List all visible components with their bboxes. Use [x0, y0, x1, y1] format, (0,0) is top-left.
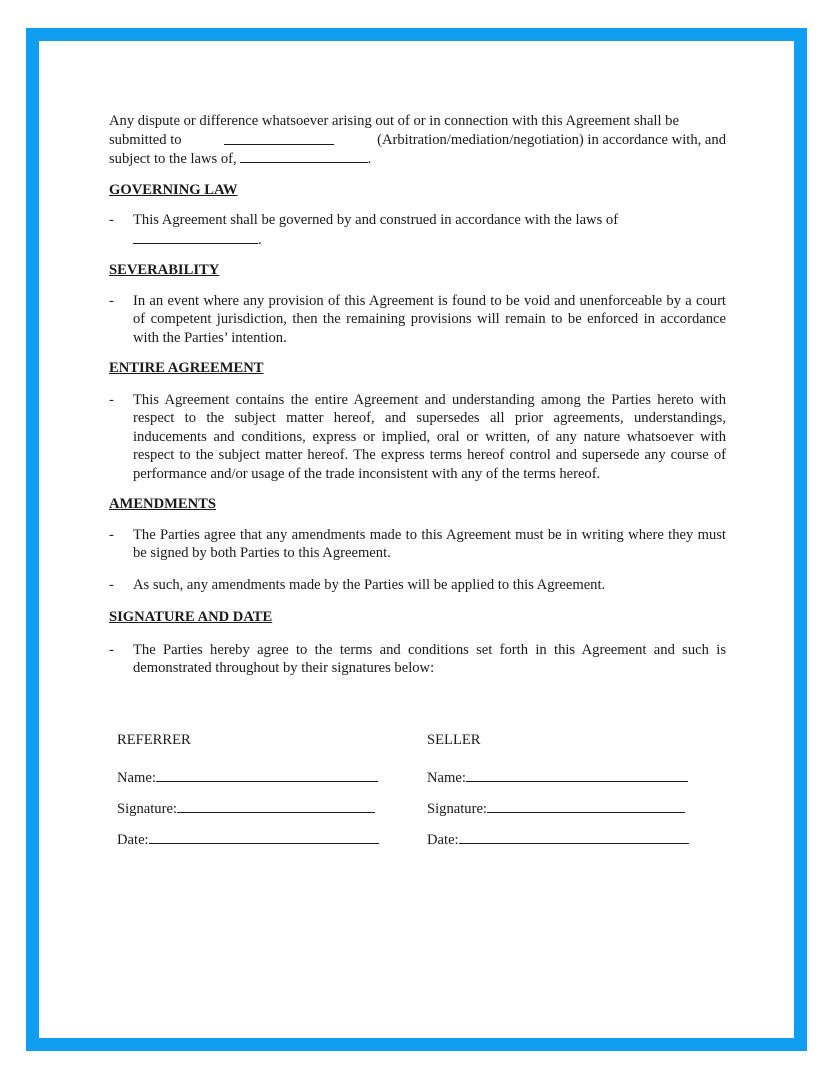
referrer-date-field[interactable]	[149, 830, 379, 844]
heading-amendments: AMENDMENTS	[109, 496, 217, 512]
referrer-date-label: Date:	[117, 832, 149, 848]
seller-signature-block	[427, 731, 689, 861]
severability-item	[109, 292, 726, 348]
heading-governing-law: GOVERNING LAW	[109, 181, 238, 198]
referrer-signature-field[interactable]	[177, 799, 375, 813]
governing-law-text: This Agreement shall be governed by and construed in accordance with the laws of	[133, 212, 619, 228]
dispute-paragraph	[109, 112, 726, 169]
bullet-dash: -	[109, 292, 114, 309]
dispute-blank-1	[224, 131, 334, 145]
entire-agreement-item	[109, 391, 726, 484]
referrer-signature-row	[117, 799, 379, 830]
entire-agreement-text: This Agreement contains the entire Agreement and understanding among the Parties hereto with respect to the subject matter hereof, and supersedes all prior agreements, understandings, inducements and conditions, express or implied, oral or written, of any nature whatsoever with respect to the subject matter hereof. The express terms hereof control and supersede any course of performance and/or usage of the trade inconsistent with any of the terms hereof.	[133, 391, 726, 482]
amendments-item-2	[109, 576, 726, 595]
dispute-line-3a: subject to the laws of,	[109, 151, 237, 167]
dispute-line-3-end: .	[367, 151, 372, 167]
seller-signature-label: Signature:	[427, 801, 487, 817]
seller-date-row	[427, 830, 689, 861]
referrer-name-field[interactable]	[156, 768, 378, 782]
severability-text: In an event where any provision of this Agreement is found to be void and unenforceable by a court of competent jurisdiction, then the remaining provisions will remain to be enforced in accordance with the Parties’ intention.	[133, 292, 726, 346]
heading-severability: SEVERABILITY	[109, 262, 220, 278]
seller-signature-row	[427, 799, 689, 830]
seller-name-row	[427, 768, 689, 799]
amendments-item-1	[109, 526, 726, 563]
referrer-signature-block	[117, 731, 379, 861]
dispute-line-2a: submitted to	[109, 131, 182, 148]
seller-name-label: Name:	[427, 770, 466, 786]
signature-and-date-item	[109, 641, 726, 678]
amendments-text-1: The Parties agree that any amendments made to this Agreement must be in writing where they must be signed by both Parties to this Agreement.	[133, 526, 726, 561]
heading-entire-agreement: ENTIRE AGREEMENT	[109, 360, 264, 376]
seller-date-field[interactable]	[459, 830, 689, 844]
dispute-blank-2	[240, 149, 368, 163]
amendments-text-2: As such, any amendments made by the Parties will be applied to this Agreement.	[133, 576, 606, 593]
heading-signature-and-date: SIGNATURE AND DATE	[109, 609, 273, 625]
bullet-dash: -	[109, 526, 114, 543]
bullet-dash: -	[109, 641, 114, 658]
referrer-title: REFERRER	[117, 732, 191, 748]
dispute-line-2b: (Arbitration/mediation/negotiation) in accordance with, and	[377, 131, 726, 148]
seller-name-field[interactable]	[466, 768, 688, 782]
referrer-name-label: Name:	[117, 770, 156, 786]
bullet-dash: -	[109, 576, 114, 593]
governing-law-blank	[133, 230, 258, 244]
referrer-date-row	[117, 830, 379, 861]
bullet-dash: -	[109, 212, 114, 228]
seller-date-label: Date:	[427, 832, 459, 848]
seller-signature-field[interactable]	[487, 799, 685, 813]
seller-title: SELLER	[427, 732, 481, 748]
governing-law-item	[109, 211, 726, 249]
governing-law-end: .	[258, 231, 262, 248]
signature-and-date-text: The Parties hereby agree to the terms and conditions set forth in this Agreement and such is demonstrated throughout by their signatures below:	[133, 641, 726, 676]
referrer-signature-label: Signature:	[117, 801, 177, 817]
dispute-line-1: Any dispute or difference whatsoever arising out of or in connection with this Agreement shall be	[109, 113, 679, 129]
document-body	[109, 112, 726, 678]
bullet-dash: -	[109, 391, 114, 408]
referrer-name-row	[117, 768, 379, 799]
